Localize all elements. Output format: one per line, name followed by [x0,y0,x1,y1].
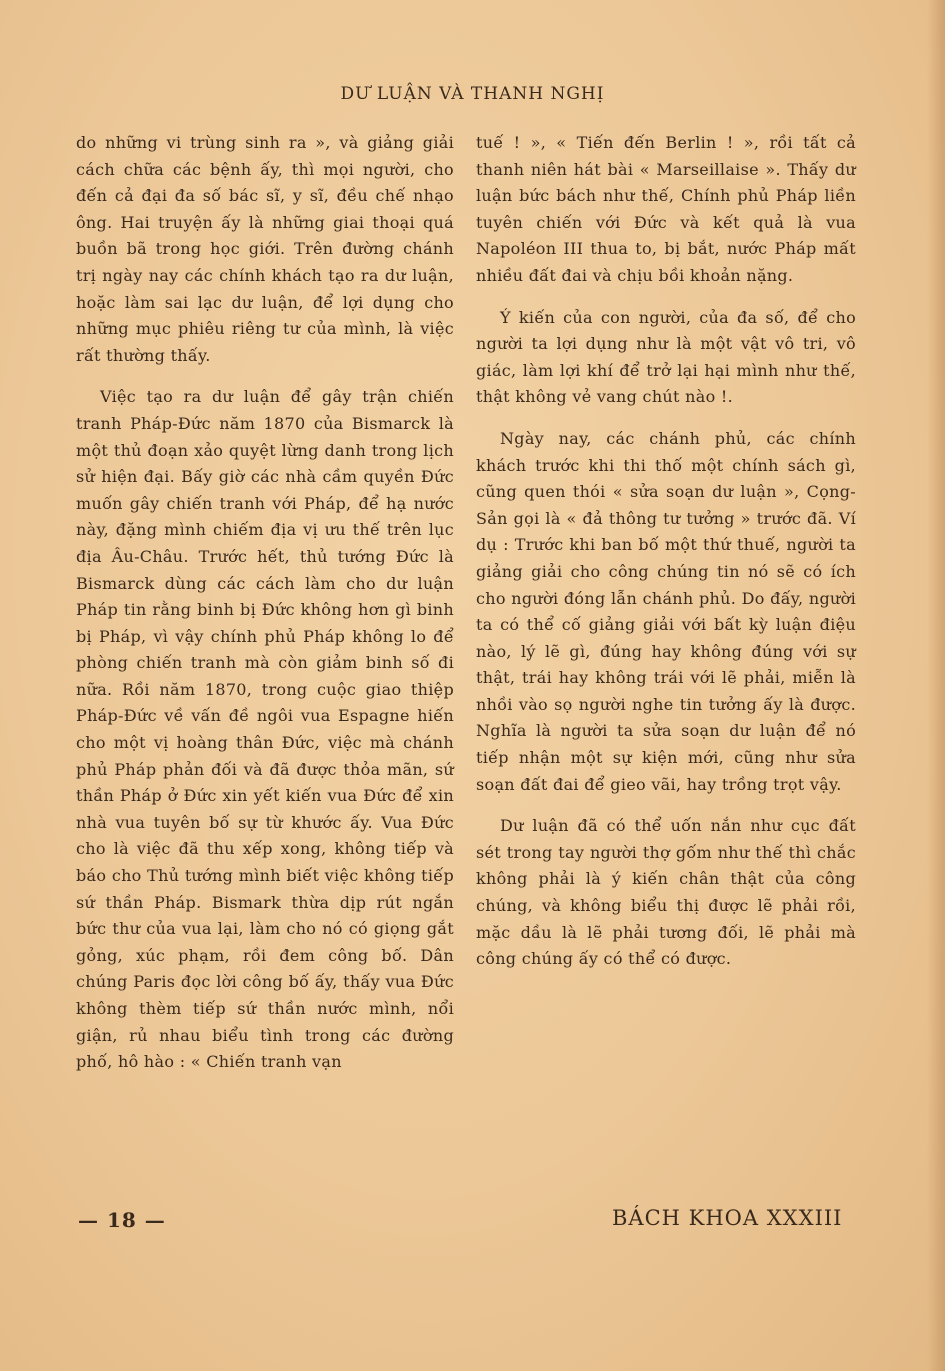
left-paragraph-2: Việc tạo ra dư luận để gây trận chiến tranh Pháp-Đức năm 1870 của Bismarck là một thủ đoạn xảo quyệt lừng danh trong lịch sử hiện đại. Bấy giờ các nhà cầm quyền Đức muốn gây chiến tranh với Pháp, để hạ nước này, đặng mình chiếm địa vị ưu thế trên lục địa Âu-Châu. Trước hết, thủ tướng Đức là Bismarck dùng các cách làm cho dư luận Pháp tin rằng binh bị Đức không hơn gì binh bị Pháp, vì vậy chính phủ Pháp không lo để phòng chiến tranh mà còn giảm binh số đi nữa. Rồi năm 1870, trong cuộc giao thiệp Pháp-Đức về vấn đề ngôi vua Espagne hiến cho một vị hoàng thân Đức, việc mà chánh phủ Pháp phản đối và đã được thỏa mãn, sứ thần Pháp ở Đức xin yết kiến vua Đức để xin nhà vua tuyên bố sự từ khước ấy. Vua Đức cho là việc đã thu xếp xong, không tiếp và báo cho Thủ tướng mình biết việc không tiếp sứ thần Pháp. Bismark thừa dịp rút ngắn bức thư của vua lại, làm cho nó có giọng gắt gỏng, xúc phạm, rồi đem công bố. Dân chúng Paris đọc lời công bố ấy, thấy vua Đức không thèm tiếp sứ thần nước mình, nổi giận, rủ nhau biểu tình trong các đường phố, hô hào : « Chiến tranh vạn [76,387,454,1072]
right-paragraph-3: Ngày nay, các chánh phủ, các chính khách trước khi thi thố một chính sách gì, cũng quen thói « sửa soạn dư luận », Cọng-Sản gọi là « đả thông tư tưởng » trước đã. Ví dụ : Trước khi ban bố một thứ thuế, người ta giảng giải cho công chúng tin nó sẽ có ích cho người đóng lẫn chánh phủ. Do đấy, người ta có thể cố giảng giải với bất kỳ luận điệu nào, lý lẽ gì, đúng hay không đúng với sự thật, trái hay không trái với lẽ phải, miễn là nhồi vào sọ người nghe tin tưởng ấy là được. Nghĩa là người ta sửa soạn dư luận để nó tiếp nhận một sự kiện mới, cũng như sửa soạn đất đai để gieo vãi, hay trồng trọt vậy. [476,428,856,794]
running-title: DƯ LUẬN VÀ THANH NGHỊ [340,84,605,104]
page-number: — 18 — [78,1208,166,1232]
left-paragraph-1: do những vi trùng sinh ra », và giảng giải cách chữa các bệnh ấy, thì mọi người, cho đến cả đại đa số bác sĩ, y sĩ, đều chế nhạo ông. Hai truyện ấy là những giai thoại quá buồn bã trong học giới. Trên đường chánh trị ngày nay các chính khách tạo ra dư luận, hoặc làm sai lạc dư luận, để lợi dụng cho những mục phiêu riêng tư của mình, là việc rất thường thấy. [76,133,454,365]
right-paragraph-1: tuế ! », « Tiến đến Berlin ! », rồi tất cả thanh niên hát bài « Marseillaise ». Thấy dư luận bức bách như thế, Chính phủ Pháp liền tuyên chiến với Đức và kết quả là vua Napoléon III thua to, bị bắt, nước Pháp mất nhiều đất đai và chịu bồi khoản nặng. [476,133,856,285]
left-column [76,130,454,1076]
right-column [476,130,856,973]
publication-name: BÁCH KHOA XXXIII [612,1206,843,1230]
right-paragraph-4: Dư luận đã có thể uốn nắn như cục đất sét trong tay người thợ gốm như thế thì chắc không phải là ý kiến chân thật của công chúng, và không biểu thị được lẽ phải rồi, mặc dầu là lẽ phải tương đối, lẽ phải mà công chúng ấy có thể có được. [476,816,856,969]
page-edge-shadow [927,0,945,1371]
right-paragraph-2: Ý kiến của con người, của đa số, để cho người ta lợi dụng như là một vật vô tri, vô giác, làm lợi khí để trở lại hại mình như thế, thật không vẻ vang chút nào !. [476,307,856,407]
